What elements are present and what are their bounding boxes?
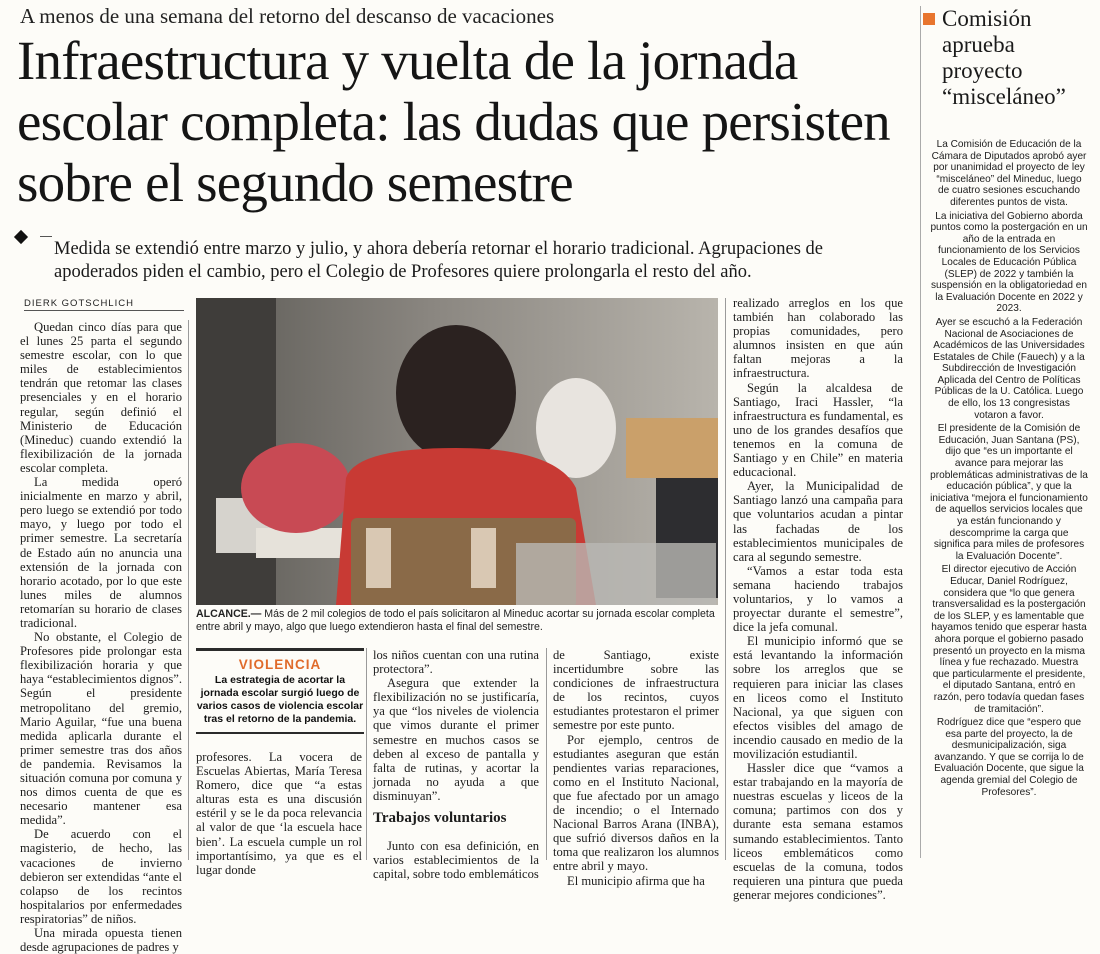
column-divider <box>725 298 726 860</box>
article-photo <box>196 298 718 605</box>
column-4 <box>553 648 719 888</box>
pull-quote-rule <box>196 648 364 651</box>
sidebar-paragraph: El director ejecutivo de Acción Educar, Daniel Rodríguez, considera que “lo que genera transversalidad es la postergación de los SLEP, y es lamentable que hayamos tenido que esperar hasta ahora porque el gobierno pasado presentó un proyecto en la misma línea y fue rechazado. Muestra que particularmente el presidente, el diputado Santana, entró en razón, pero todavía quedan fases de tramitación”. <box>931 564 1087 715</box>
paragraph: El municipio afirma que ha <box>567 873 705 888</box>
sidebar-paragraph: Rodríguez dice que “espero que esa parte del proyecto, la de desmunicipalización, siga avanzando. Y que se corrija lo de Evaluación Docente, que sigue la agenda gremial del Colegio de Profesores”. <box>934 717 1084 798</box>
paragraph: Una mirada opuesta tienen desde agrupaciones de padres y <box>20 926 182 954</box>
deck-bullet-icon <box>14 230 28 244</box>
subheading: Trabajos voluntarios <box>373 810 507 827</box>
paragraph: La medida operó inicialmente en marzo y abril, pero luego se extendió por todo mayo, y luego por todo el primer semestre. La secretaría de Estado aún no anuncia una extensión de la jornada con horario acotado, por lo que este lunes miles de alumnos retomarían su horario de clases tradicional. <box>20 475 182 630</box>
column-divider <box>188 320 189 860</box>
caption-text: Más de 2 mil colegios de todo el país solicitaron al Mineduc acortar su jornada escolar completa entre abril y mayo, algo que luego extendieron hasta el final del semestre. <box>196 608 715 633</box>
column-5 <box>733 296 903 902</box>
sidebar-paragraph: La iniciativa del Gobierno aborda puntos como la postergación en un año de la entrada en funcionamiento de los Servicios Locales de Educación Pública (SLEP) de 2022 y también la suspensión en la obligatoriedad en la Evaluación Docente en 2022 y 2023. <box>930 210 1088 315</box>
paragraph: Hassler dice que “vamos a estar trabajando en la mayoría de nuestras escuelas y liceos de la comuna; partimos con dos y durante esta semana estamos sumando establecimientos. Tanto liceos emblemáticos como escuelas de la comuna, todos requieren una pintura que pueda generar mejores condiciones”. <box>733 761 903 902</box>
caption-lead: ALCANCE.— <box>196 608 262 620</box>
paragraph: realizado arreglos en los que también han colaborado las propias comunidades, pero alumnos insisten en que aún faltan mejoras a la infraestructura. <box>733 296 903 381</box>
paragraph: El municipio informó que se está levantando la información sobre los arreglos que se requieren para iniciar las clases en liceos como el Instituto Nacional, ya que siguen con efectos visibles del amago de incendio causado en medio de la movilización estudiantil. <box>733 634 903 761</box>
pull-quote-title: VIOLENCIA <box>238 657 322 672</box>
deck: Medida se extendió entre marzo y julio, y ahora debería retornar el horario tradicional. Agrupaciones de apoderados piden el cambio, pero el Colegio de Profesores quiere prolongarla el resto del año. <box>54 239 823 282</box>
sidebar-divider <box>920 6 921 858</box>
sidebar-title: Comisión aprueba proyecto “misceláneo” <box>942 6 1066 109</box>
photo-caption <box>196 608 718 634</box>
orange-square-icon <box>923 13 935 25</box>
sidebar-paragraph: El presidente de la Comisión de Educación, Juan Santana (PS), dijo que “es un importante el avance para mejorar las problemáticas administrativas de la educación pública”, y que la iniciativa “mejora el funcionamiento de aquellos servicios locales que ya están funcionando y descomprime la carga que significa para miles de profesores la Evaluación Docente”. <box>930 423 1088 562</box>
pull-quote <box>196 648 364 734</box>
paragraph: de Santiago, existe incertidumbre sobre las condiciones de infraestructura de los recintos, cuyos estudiantes protestaron el primer semestre por este punto. <box>553 648 719 733</box>
pull-quote-text: La estrategia de acortar la jornada escolar surgió luego de varios casos de violencia escolar tras el retorno de la pandemia. <box>196 674 364 725</box>
column-2 <box>196 750 362 877</box>
sidebar-body <box>930 139 1088 800</box>
paragraph: No obstante, el Colegio de Profesores pide prolongar esta flexibilización horaria y que haya “establecimientos dignos”. Según el presidente metropolitano del gremio, Mario Aguilar, “fue una buena medida aplicarla durante el primer semestre tras dos años de pandemia. Revisamos la situación comuna por comuna y nos dimos cuenta de que es necesario mantener esa medida”. <box>20 630 182 828</box>
column-3 <box>373 648 539 881</box>
paragraph: Junto con esa definición, en varios establecimientos de la capital, sobre todo emblemáticos <box>373 839 539 882</box>
kicker: A menos de una semana del retorno del descanso de vacaciones <box>20 4 555 28</box>
sidebar-paragraph: Ayer se escuchó a la Federación Nacional de Asociaciones de Académicos de las Universidades Estatales de Chile (Fauech) y a la Subdirección de Investigación Aplicada del Centro de Políticas Públicas de la U. Católica. Luego de ello, los 13 congresistas votaron a favor. <box>933 316 1085 421</box>
column-divider <box>366 648 367 860</box>
sidebar-paragraph: La Comisión de Educación de la Cámara de Diputados aprobó ayer por unanimidad el proyecto de ley “misceláneo” del Mineduc, luego de cuatro sesiones escuchando diferentes puntos de vista. <box>931 139 1087 208</box>
paragraph: Asegura que extender la flexibilización no se justificaría, ya que “los niveles de violencia que vimos durante el primer semestre en muchos casos se deben al exceso de pantalla y falta de rutinas, y acortar la jornada no ayuda a que disminuyan”. <box>373 676 539 803</box>
paragraph: “Vamos a estar toda esta semana haciendo trabajos voluntarios, y lo vamos a proyectar durante el semestre”, dice la jefa comunal. <box>733 563 903 635</box>
paragraph: De acuerdo con el magisterio, de hecho, las vacaciones de invierno debieron ser extendidas “ante el colapso de los recintos hospitalarios por enfermedades respiratorias” de niños. <box>20 827 182 926</box>
paragraph: Quedan cinco días para que el lunes 25 parta el segundo semestre escolar, con lo que miles de establecimientos tendrán que retomar las clases presenciales y en el horario regular, según definió el Ministerio de Educación (Mineduc) cuando extendió la flexibilización de la jornada escolar completa. <box>20 320 182 475</box>
column-1 <box>20 320 182 954</box>
paragraph: Ayer, la Municipalidad de Santiago lanzó una campaña para que voluntarios acudan a pintar las fachadas de los establecimientos municipales de cara al segundo semestre. <box>733 479 903 564</box>
headline: Infraestructura y vuelta de la jornada escolar completa: las dudas que persisten sobre el segundo semestre <box>17 30 890 213</box>
paragraph: Por ejemplo, centros de estudiantes aseguran que están pendientes varias reparaciones, como en el Instituto Nacional, que fue afectado por un amago de incendio; o el Internado Nacional Barros Arana (INBA), que sufrió diversos daños en la toma que realizaron los alumnos entre abril y mayo. <box>553 732 719 874</box>
paragraph: profesores. La vocera de Escuelas Abiertas, María Teresa Romero, dice que “a estas alturas esta es una discusión estéril y se le da poca relevancia al valor de que ‘la escuela hace bien’. La escuela cumple un rol importantísimo, ya que es el lugar donde <box>196 750 362 877</box>
deck-rule <box>40 236 52 237</box>
paragraph: Según la alcaldesa de Santiago, Iraci Hassler, “la infraestructura es fundamental, es uno de los grandes desafíos que tenemos en la comuna de Santiago y en Chile” en materia educacional. <box>733 380 903 480</box>
pull-quote-rule <box>196 732 364 734</box>
paragraph: los niños cuentan con una rutina protectora”. <box>373 648 539 677</box>
column-divider <box>546 648 547 860</box>
byline-rule <box>24 310 184 311</box>
byline: DIERK GOTSCHLICH <box>24 298 134 309</box>
